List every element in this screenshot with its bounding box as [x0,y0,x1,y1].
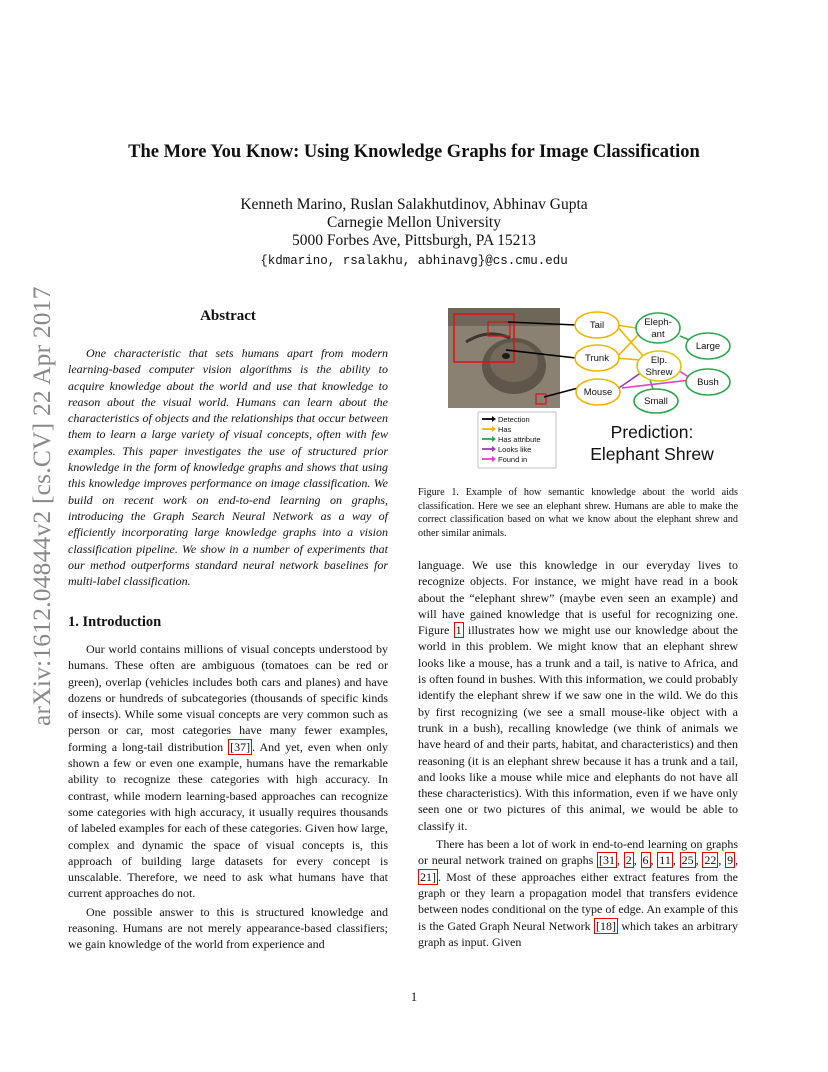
node-label: Large [695,341,721,352]
right-column-text [418,557,738,952]
legend-label: Found in [498,455,528,464]
legend-label: Has attribute [498,435,541,444]
citation-link[interactable]: 22 [704,853,717,868]
citation-link[interactable]: [31 [599,853,616,868]
figure-caption: Figure 1. Example of how semantic knowledge about the world aids classification. Here we see an elephant shrew. Humans are able to make the correct classification based on what we know about the elephant shrew and other similar animals. [418,487,738,539]
author-affiliation: Carnegie Mellon University [327,214,501,231]
arxiv-identifier: arXiv:1612.04844v2 [cs.CV] 22 Apr 2017 [27,286,56,726]
abstract-text: One characteristic that sets humans apart from modern learning-based computer vision algorithms is the ability to acquire knowledge about the world and use that knowledge to reason about the visual world. Humans can learn about the characteristics of objects and the relationships that occur between them to learn a large variety of visual concepts, often with few examples. This paper investigates the use of structured prior knowledge in the form of knowledge graphs and shows that using this knowledge improves performance on image classification. We build on recent work on end-to-end learning on graphs, introducing the Graph Search Neural Network as a way of efficiently incorporating large knowledge graphs into a vision classification pipeline. We show in a number of experiments that our method outperforms standard neural network baselines for multi-label classification. [68,346,388,589]
node-label: Shrew [645,367,673,378]
node-label: Trunk [585,353,609,364]
figure-reference-link[interactable]: 1 [455,623,462,638]
citation-link[interactable]: 9 [727,853,734,868]
page-number: 1 [410,990,418,1004]
citation-link[interactable]: 2 [625,853,632,868]
citation-link[interactable]: 25 [681,853,694,868]
citation-link[interactable]: 6 [642,853,649,868]
intro-paragraph-2: One possible answer to this is structured knowledge and reasoning. Humans are not merely appearance-based classifiers; we gain knowledge of the world from experience and [68,904,388,952]
legend-label: Looks like [498,445,532,454]
section-heading-introduction: 1. Introduction [68,614,162,630]
citation-link[interactable]: [37] [230,739,251,754]
prediction-label: Prediction: [610,422,694,442]
citation-link[interactable]: [18] [596,918,616,933]
figure-1 [418,300,738,480]
abstract-body [68,345,388,589]
prediction-value: Elephant Shrew [590,444,714,464]
author-address: 5000 Forbes Ave, Pittsburgh, PA 15213 [292,232,536,249]
citation-link[interactable]: 21] [420,869,436,884]
abstract-heading: Abstract [200,308,256,324]
node-label: ant [651,329,665,340]
left-column-text [68,641,388,955]
intro-paragraph-4: There has been a lot of work in end-to-end learning on graphs or neural network trained on graphs [31 , 2 , 6 , 11 , 25 , 22 , 9 , 21] . Most of these approaches either extract features from the graph or they learn a propagation model that transfers evidence between nodes conditional on the type of edge. An example of this is the Gated Graph Neural Network [18] which takes an arbitrary graph as input. Given [418,837,739,949]
legend-label: Has [498,425,512,434]
node-label: Eleph- [644,317,672,328]
node-label: Small [644,396,668,407]
intro-paragraph-3: language. We use this knowledge in our everyday lives to recognize objects. For instance, we might have read in a book about the “elephant shrew” (maybe even seen an example) and will have gained knowledge that is useful for recognizing one. Figure 1 illustrates how we might use our knowledge about the world in this problem. We might know that an elephant shrew looks like a mouse, has a trunk and a tail, is native to Africa, and is often found in bushes. With this information, we could probably identify the elephant shrew if we saw one in the wild. We do this by first recognizing (we see a small mouse-like object with a trunk in a bush), recalling knowledge (we think of animals we have heard of and their parts, habitat, and characteristics) and then reasoning (it is an elephant shrew because it has a trunk and a tail, and looks like a mouse while mice and elephants do not have all these characteristics). With this information, even if we have only seen one or two pictures of this animal, we would be able to classify it. [418,558,738,833]
intro-paragraph-1: Our world contains millions of visual concepts understood by humans. These often are ambiguous (tomatoes can be red or green), overlap (vehicles includes both cars and planes) and have dozens or hundreds of subcategories (thousands of specific kinds of insects). While some visual concepts are very common such as person or car, most categories have many fewer examples, forming a long-tail distribution [37] . And yet, even when only shown a few or even one example, humans have the remarkable ability to recognize these categories with high accuracy. In contrast, while modern learning-based approaches can recognize some categories with high accuracy, it usually requires thousands of labeled examples for each of these categories. Given how large, complex and dynamic the space of visual concepts is, this approach of building large datasets for every concept is unscalable. Therefore, we need to ask what humans have that current approaches do not. [68,642,388,901]
author-block [0,196,828,270]
author-email: {kdmarino, rsalakhu, abhinavg}@cs.cmu.edu [260,254,568,268]
node-label: Tail [589,320,605,331]
citation-link[interactable]: 11 [659,853,671,868]
paper-title: The More You Know: Using Knowledge Graphs for Image Classification [128,142,700,162]
author-names: Kenneth Marino, Ruslan Salakhutdinov, Abhinav Gupta [240,196,588,213]
legend-label: Detection [498,415,530,424]
figure-legend [478,412,556,468]
node-label: Mouse [583,387,613,398]
node-label: Elp. [650,355,668,366]
node-label: Bush [697,377,719,388]
